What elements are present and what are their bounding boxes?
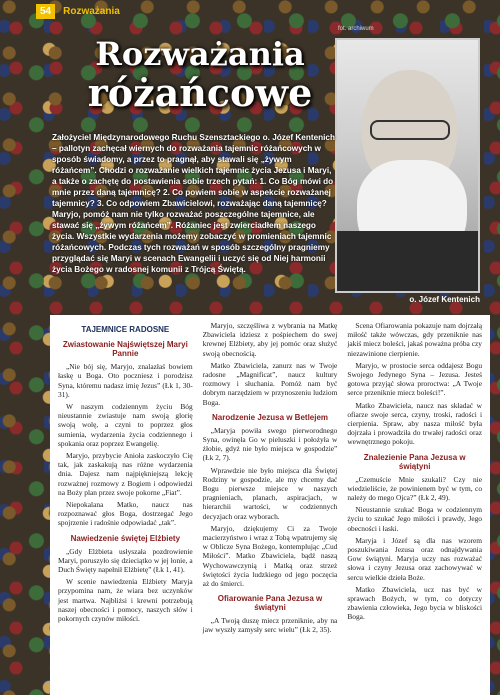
title-line-1: Rozważania <box>95 35 305 73</box>
paragraph: Maryjo, dziękujemy Ci za Twoje macierzyństwo i wraz z Tobą wpatrujemy się w Oblicze Syna Bożego, kontemplując „Cud Miłości”. Matko Zbawiciela, bądź naszą Wychowawczynią i Matką oraz strzeż świętości życia ludzkiego od jego poczęcia aż do śmierci. <box>202 523 338 589</box>
photo-caption: o. Józef Kentenich <box>409 295 480 304</box>
portrait-glasses <box>370 120 450 140</box>
paragraph: „A Twoją duszę miecz przeniknie, aby na jaw wyszły zamysły serc wielu” (Łk 2, 35). <box>202 616 338 635</box>
subheading: Znalezienie Pana Jezusa w świątyni <box>363 452 466 471</box>
paragraph: „Maryja powiła swego pierworodnego Syna, owinęła Go w pieluszki i położyła w żłobie, gdyż nie było miejsca w gospodzie” (Łk 2, 7). <box>202 425 338 463</box>
paragraph: Maryjo, w prostocie serca oddajesz Bogu Swojego Jedynego Syna – Jezusa. Jesteś gotowa przyjąć słowa proroctwa: „A Twoje serce przeniknie miecz boleści!”. <box>347 360 483 398</box>
subheading: Zwiastowanie Najświętszej Maryi Pannie <box>62 340 188 359</box>
paragraph: Maryja i Józef są dla nas wzorem poszukiwania Jezusa oraz odnajdywania Gow świątyni. Maryja uczy nas rozważać słowa i czyny Jezusa oraz zachowywać w sercu wielkie dzieła Boże. <box>347 535 483 582</box>
intro-paragraph: Założyciel Międzynarodowego Ruchu Szensztackiego o. Józef Kentenich – pallotyn zachęcał wiernych do rozważania tajemnic różańcowych w sposób świadomy, a przez to pragnął, aby stawali się „żywym różańcem”. Chodzi o rozważanie wielkich tajemnic życia Jezusa i Maryi, a także o zachętę do postawienia sobie trzech pytań: 1. Co Bóg mówi do mnie przez daną tajemnicę? 2. Co powiem sobie w aspekcie rozważanej tajemnicy? 3. Co odpowiem Zbawicielowi, rozważając daną tajemnicę? Maryjo, pomóż nam nie tylko rozważać poszczególne tajemnice, ale stawać się „żywym różańcem”. Różaniec jest zwierciadłem naszego życia. Wszystkie wydarzenia możemy zobaczyć w promieniach tajemnic różańcowych. Podczas tych rozważań w sposób szczególny pragniemy przyglądać się Maryi w scenach Ewangelii i uczyć się od Niej harmonii życia Bożego w radosnej komunii z Trójcą Świętą. <box>52 133 335 274</box>
paragraph: Maryjo, szczęśliwa z wybrania na Matkę Zbawiciela idziesz z pośpiechem do swej krewnej Elżbiety, aby jej pomóc oraz służyć swoją obecnością. <box>202 321 338 358</box>
portrait-photo <box>335 38 480 293</box>
column-3 <box>347 321 482 689</box>
page-number: 54 <box>36 4 55 19</box>
paragraph: Niepokalana Matko, naucz nas rozpoznawać głos Boga, dostrzegać Jego spojrzenie i radośnie odpowiadać „tak”. <box>58 500 193 528</box>
paragraph: Maryjo, przybycie Anioła zaskoczyło Cię tak, jak zaskakują nas różne wydarzenia dnia. Dajesz nam najpiękniejszą lekcję rozważnej rozmowy z Bogiem i odpowiedzi na Boży plan przez swoje pokorne „Fiat”. <box>58 451 193 497</box>
page-title <box>80 35 320 115</box>
article-panel <box>50 315 490 695</box>
paragraph: Matko Zbawiciela, naucz nas składać w ofiarze swoje serca, czyny, troski, radości i cierpienia. Spraw, aby nasza miłość była dojrzała i prowadziła do trwałej radości oraz wewnętrznego pokoju. <box>347 400 483 447</box>
paragraph: Matko Zbawiciela, ucz nas być w sprawach Bożych, w tym, co dotyczy zbawienia człowieka, Jego bycia w bliskości Boga. <box>347 584 483 622</box>
photo-credit: fot. archiwum <box>338 26 374 32</box>
subheading: Ofiarowanie Pana Jezusa w świątyni <box>217 594 323 613</box>
paragraph: Scena Ofiarowania pokazuje nam dojrzałą miłość także wówczas, gdy przeniknie nas jakiś miecz boleści, jakaś poważna próba czy niezawinione cierpienie. <box>347 321 483 358</box>
subheading: Narodzenie Jezusa w Betlejem <box>211 412 329 422</box>
portrait-coat <box>337 231 478 291</box>
section-tag: Rozważania <box>63 5 120 17</box>
paragraph: W scenie nawiedzenia Elżbiety Maryja przypomina nam, że wiara bez uczynków jest martwa. Najbliżsi i krewni potrzebują naszej obecności i pomocy, naszych słów i pokornych czynów miłości. <box>58 577 193 624</box>
column-2 <box>203 321 338 689</box>
paragraph: Matko Zbawiciela, zanurz nas w Twoje radosne „Magnificat”, naucz kultury rozmowy i słuchania. Pomóż nam być dobrym narzędziem w przynoszeniu ludziom Boga. <box>202 360 338 407</box>
intro-text <box>52 132 337 275</box>
subheading: Nawiedzenie świętej Elżbiety <box>70 533 181 543</box>
paragraph: „Nie bój się, Maryjo, znalazłaś bowiem łaskę u Boga. Oto poczniesz i porodzisz Syna, któremu nadasz imię Jezus” (Łk 1, 30-31). <box>58 362 193 399</box>
top-bar <box>0 0 500 22</box>
column-1 <box>58 321 193 689</box>
paragraph: „Gdy Elżbieta usłyszała pozdrowienie Maryi, poruszyło się dzieciątko w jej łonie, a Duch Święty napełnił Elżbietę” (Łk 1, 41). <box>58 546 193 575</box>
paragraph: „Czemuście Mnie szukali? Czy nie wiedzieliście, że powinienem być w tym, co należy do mego Ojca?” (Łk 2, 49). <box>347 474 483 503</box>
paragraph: Wprawdzie nie było miejsca dla Świętej Rodziny w gospodzie, ale my chcemy dać Bogu pierwsze miejsce w naszych pragnieniach, planach, aspiracjach, w hierarchii wartości, w codziennych decyzjach oraz wyborach. <box>202 465 338 521</box>
title-line-2: różańcowe <box>87 70 313 115</box>
paragraph: W naszym codziennym życiu Bóg nieustannie zwiastuje nam swoją glorię swoją wolę, a czyni to poprzez głos sumienia, wydarzenia życia codziennego i spokania oraz poprzez Ewangelię. <box>58 402 193 448</box>
paragraph: Nieustannie szukać Boga w codziennym życiu to szukać Jego miłości i prawdy, Jego obecności i łaski. <box>347 505 483 533</box>
mysteries-heading: TAJEMNICE RADOSNE <box>81 325 170 334</box>
